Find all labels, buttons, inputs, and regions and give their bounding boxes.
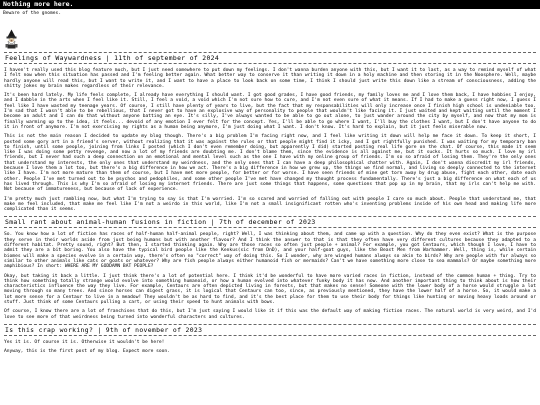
post-paragraph: So. You know how a lot of fiction has races of half-human half-animal people, right? Well, I was thinking about them, and came up with a question. Why do they even exist? What is the purpose they serve in their worlds aside from just being humans but with another flavour? And I think the answer to that is that they often have very different cultures because they adapted to a different habitat. Pretty sound, right? But then, I started thinking again. Why are those races so often just people + animal? For example, you got Centaurs, which though I love, I have to admit they are a bit boring. You also have the typical bird people like the Kenkus(sic from DnD), and your half-goat guys, like the Beast Men from Warhammer. Well, thing is, while certain biomes will make a species evolve in a certain way, there's often no "correct" way of doing this. So I wonder, why are winged humans always so akin to birds? Why are people with fur always so similar to other animals like cats or goats or whatever? Why are fish people always either humanoid fish or mermaids? Can't we have something more close to sea mammals? Or maybe something more amphibious? In short: WHERE ARE MY GODDAMN BAT PEOPLE? — [4, 232, 536, 270]
gnome-icon — [3, 29, 20, 49]
post-body — [4, 64, 536, 212]
post-title: Small rant about animal-human fusions in fiction | 7th of december of 2023 — [5, 218, 316, 227]
site-tagline: Beware of the gnomes. — [3, 11, 62, 16]
post-paragraph: Of course, I know there are a lot of franchises that do this, but I'm just saying I would like it if this was the default way of making fiction races. The natural world is very weird, and I'd love to see more of that weirdness being turned into wonderful characters and cultures. — [4, 309, 536, 320]
blog-post — [4, 52, 536, 212]
post-body — [4, 228, 536, 319]
blog-post — [4, 216, 536, 319]
post-paragraph: I haven't really used this blog feature much, but I just need somewhere to put down my feelings. I don't wanna burden anyone with this, but I want it to last, as a way to remind myself of what I felt now when this situation has passed and I'm feeling better again. What better way to conserve it than writing it down in a holy machine and then storing it in the Noosphere. Well, maybe hardly anyone will read this, but I want to write it, and I want to have a place to look back on some time, I think I should just write this down like a stream of consciousness, adding the shitty jokes my brain makes regardless of their relevance. — [4, 68, 536, 89]
post-title: Is this crap working? | 9th of november of 2023 — [5, 325, 203, 334]
post-paragraph: Yes it is. Of course it is. Otherwise it wouldn't be here! — [4, 339, 165, 345]
post-paragraph: It's been hard lately. My life feels complete, I already have everything I should want. I got good grades, I have good friends, my family loves me and I love them back, I have hobbies I enjoy, and I dabble in the arts when I feel like it. Still, I feel a void, a void which I'm not sure how to cure, and I'm not even sure of what it means. If I had to make a guess right now, I guess I feel like I have wasted my teenage years. Of course, I still have plenty of years to live, but the fact that my responsabilities will only increase once I finish high school is undeniable too. I'm sad that I wasn't able to be rebellious, that I never got to have an explosive way of personality to people that wouldn't like facing it. I just waited and kept waiting until the moment I become an adult and I can do that without anyone batting an eye. It's silly, I've always wanted to be able to go out alone, to just wander around the city by myself, and now that my mom is finally warming up to the idea, it feels... devoid of any emotion I ever felt for the concept. Yes, I'll be able to go where I want, I'll buy the clothes I want, but I don't have anyone to do it in front of anymore. I'm not exercising my rights as a human being anymore, I'm just doing what I want. I don't know. It's hard to explain, but it just feels miserable now. — [4, 93, 536, 130]
blog-post — [4, 324, 536, 355]
post-paragraph: Okay, but taking it back a little. I just think there's a lot of potential here. I think it'd be wonderful to have more varied races in fiction, instead of the common human + thing. Try to think how something totally strange would evolve into something humanoid, or how a human evolved into whatever funky body it has now. And another important thing to think about is how their characteristics influence the way they live. For example, Centaurs are often depicted living in forests, but that makes no sense! Someone with the lower body of a horse would struggle a lot moving through so many trees. And since horses can digest grass, it is logical that Centaurs can too, since, as previously mentioned, they have the lower half of a horse. So, it would make a lot more sense for a Centaur to live in a meadow! They wouldn't be as hard to find, and it's the best place for them to use their body for things like hunting or moving heavy loads around or stuff. Just think of some Centaurs pulling a cart, or using their speed to hunt animals with bows. — [4, 273, 536, 305]
post-paragraph: Anyway, this is the first post of my blog. Expect more soon. — [4, 349, 170, 355]
site-title: Nothing more here. — [0, 0, 540, 9]
post-paragraph: This is not the main reason I decided to update my blog though. There's a big problem I'm facing right now, and I feel like writing it down will help me face it down. To keep it short, I posted some gory art in a friend's server, without realizing that it was against the rules or that people might find it icky, and I got rightfully punished. I was waiting for my temporary ban to finish, until some people, joining from links I posted (which I don't even remember doing, but apparently I did) started posting real life gore on the chat. Of course, this made it seem like I was doing some petty revenge, and now a lot of my friends are doubting me. I don't blame them, since the evidence is all against me, but it sucks. It hurts so much. I love my irl friends, but I never had such a deep connection on an emotional and mental level such as the one I have with my online group of friends. I'm so so afraid of losing them. They're the only ones that understand my interests, the only ones that understand my weirdness, and the only ones that I can have a deep philosophical chatter with. Again, I don't wanna discredit my irl friends, because I love them a lot too, but there's a big difference in how we act. There's a big difference in how we grew up, the things we find normal, and living so deeply connected to the internet like I have. I'm not more mature than them of course, but I have met more people, for better or for worse. I have seen friends of mine get torn away by drug abuse, fight each other, date each other. People I've met turned out to be psychos and pedophiles, and some other people I've met have changed my thought process fundamentally. There's just a big difference on what each of us has lived through. This is why I'm so afraid of losing my internet friends. There are just some things that happens, some questions that pop up in my brain, that my irls can't help me with. Not because of immatureness, but because of lack of experience. — [4, 134, 536, 193]
post-body — [4, 336, 536, 355]
post-title: Feelings of Waywardness | 11th of september of 2024 — [5, 54, 220, 62]
post-paragraph: I'm pretty much just rambling now, but what I'm trying to say is that I'm worried. I'm so scared and worried of falling out with people I care so much about. People that understand me, that make me feel included, that make me feel like I'm not a weirdo in this world, like I'm not a small insignificant rotten who's inventing problems inside of his own head and making life more complicated than it seems. — [4, 196, 536, 213]
